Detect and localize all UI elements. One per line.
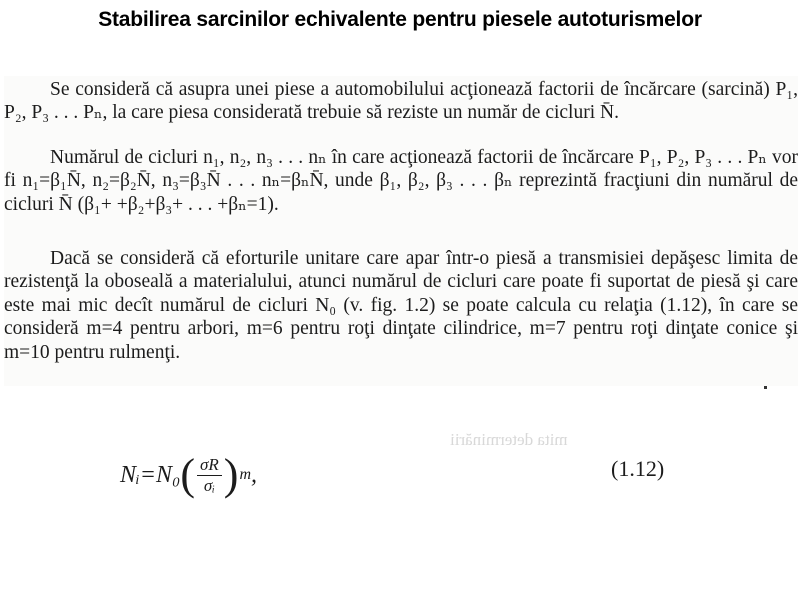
fraction	[197, 455, 222, 496]
fraction-numerator: σR	[197, 455, 222, 476]
slide-title: Stabilirea sarcinilor echivalente pentru piesele autoturismelor	[98, 8, 702, 31]
formula-lhs: Nᵢ=N₀	[120, 461, 181, 488]
equation-number: (1.12)	[611, 456, 665, 481]
right-parenthesis: )	[223, 450, 239, 499]
formula-1-12	[120, 440, 257, 510]
formula-exponent: m	[239, 466, 252, 483]
bleed-through-text: mita determinării	[450, 430, 568, 449]
paragraph-fatigue-limit: Dacă se consideră că eforturile unitare care apar într-o piesă a transmisiei depăşesc limita de rezistenţă la oboseală a materialului, atunci numărul de cicluri care poate fi suportat de piesă şi care este mai mic decît numărul de cicluri N₀ (v. fig. 1.2) se poate calcula cu relaţia (1.12), în care se consideră m=4 pentru arbori, m=6 pentru roţi dinţate cilindrice, m=7 pentru roţi dinţate conice şi m=10 pentru rulmenţi.	[4, 248, 798, 363]
scan-speck	[764, 386, 767, 389]
formula-trailing-comma: ,	[251, 461, 258, 488]
left-parenthesis: (	[180, 450, 196, 499]
paragraph-cycle-numbers: Numărul de cicluri n₁, n₂, n₃ . . . nₙ în care acţionează factorii de încărcare P₁, P₂, P₃ . . . Pₙ vor fi n₁=β₁N̄, n₂=β₂N̄, n₃=β₃N̄ . . . nₙ=βₙN̄, unde β₁, β₂, β₃ . . . βₙ reprezintă fracţiuni din numărul de cicluri N̄ (β₁+ +β₂+β₃+ . . . +βₙ=1).	[4, 147, 798, 215]
fraction-denominator: σᵢ	[203, 475, 215, 495]
paragraph-loading-factors: Se consideră că asupra unei piese a automobilului acţionează factorii de încărcare (sarcină) P₁, P₂, P₃ . . . Pₙ, la care piesa considerată trebuie să reziste un număr de cicluri N̄.	[4, 79, 798, 124]
